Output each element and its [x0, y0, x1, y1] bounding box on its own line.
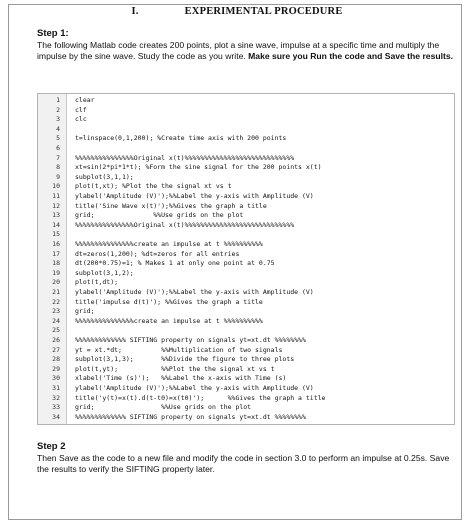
line-number: 28: [52, 355, 60, 364]
code-line: [38, 182, 454, 192]
code-line: [38, 307, 454, 317]
line-number: 33: [52, 403, 60, 412]
code-line: [38, 115, 454, 125]
code-text: plot(t,yt); %%Plot the the signal xt vs t: [75, 364, 275, 373]
code-line: [38, 298, 454, 308]
code-line: [38, 134, 454, 144]
section-number: I.: [131, 6, 139, 17]
code-line: [38, 240, 454, 250]
line-number: 12: [52, 201, 60, 210]
code-text: %%%%%%%%%%%%%%%create an impulse at t %%%%%%%%%%: [75, 240, 263, 248]
step1-description: [37, 40, 455, 62]
line-number: 14: [52, 220, 60, 229]
line-number: 2: [56, 105, 60, 114]
code-line: [38, 154, 454, 164]
line-number: 29: [52, 364, 60, 373]
code-line: [38, 403, 454, 413]
code-text: ylabel('Amplitude (V)');%%Label the y-axis with Amplitude (V): [75, 384, 314, 392]
code-line: [38, 173, 454, 183]
line-number: 15: [52, 230, 60, 239]
code-line: [38, 288, 454, 298]
code-text: %%%%%%%%%%%%%%%create an impulse at t %%%%%%%%%%: [75, 316, 263, 325]
line-number: 11: [52, 192, 60, 200]
code-text: subplot(3,1,1);: [75, 172, 134, 181]
code-text: clear: [75, 96, 95, 104]
code-line: [38, 278, 454, 288]
line-number: 26: [52, 336, 60, 344]
line-number: 23: [52, 307, 60, 316]
code-text: grid;: [75, 307, 95, 316]
line-number: 18: [52, 259, 60, 268]
step2-title: Step 2: [37, 441, 66, 452]
code-line: [38, 96, 454, 106]
code-text: plot(t,dt);: [75, 278, 119, 287]
code-line: [38, 346, 454, 356]
code-line: [38, 374, 454, 384]
code-text: subplot(3,1,2);: [75, 268, 134, 277]
code-text: title('impulse d(t)'); %%Gives the graph a title: [75, 297, 263, 306]
code-listing: [37, 93, 455, 425]
line-number: 24: [52, 316, 60, 325]
line-number: 10: [52, 182, 60, 191]
code-text: clf: [75, 105, 87, 114]
step1-bold-text: Make sure you Run the code and Save the results.: [248, 51, 454, 62]
line-number: 1: [56, 96, 60, 104]
line-number: 4: [56, 124, 60, 133]
code-text: title('y(t)=x(t).d(t-t0)=x(t0)'); %%Gives the graph a title: [75, 393, 326, 402]
code-line: [38, 336, 454, 346]
code-text: clc: [75, 115, 87, 124]
code-line: [38, 144, 454, 154]
section-title: EXPERIMENTAL PROCEDURE: [184, 6, 343, 17]
line-number: 17: [52, 249, 60, 258]
code-text: yt = xt.*dt; %%Multiplication of two signals: [75, 345, 283, 354]
line-number: 6: [56, 144, 60, 152]
code-line: [38, 365, 454, 375]
code-line: [38, 269, 454, 279]
code-text: %%%%%%%%%%%%%%%Original x(t)%%%%%%%%%%%%%%%%%%%%%%%%%%%%: [75, 153, 295, 162]
code-line: [38, 250, 454, 260]
step2-text: Then Save as the code to a new file and modify the code in section 3.0 to perform an impulse at 0.25s. Save the results to verify the SIFTING property later.: [37, 453, 450, 475]
code-line: [38, 230, 454, 240]
step1-text: The following Matlab code creates 200 points, plot a sine wave, impulse at a specific time and multiply the impulse by the sine wave. Study the code as you write.: [37, 40, 440, 62]
line-number: 20: [52, 278, 60, 287]
code-line: [38, 394, 454, 404]
code-text: dt=zeros(1,200); %dt=zeros for all entries: [75, 249, 240, 258]
code-text: ylabel('Amplitude (V)');%%Label the y-axis with Amplitude (V): [75, 288, 314, 296]
line-number: 7: [56, 153, 60, 162]
code-text: dt(200*0.75)=1; % Makes 1 at only one point at 0.75: [75, 259, 275, 268]
line-number: 19: [52, 268, 60, 277]
code-text: title('Sine Wave x(t)');%%Gives the graph a title: [75, 201, 267, 210]
code-text: %%%%%%%%%%%%%%%Original x(t)%%%%%%%%%%%%%%%%%%%%%%%%%%%%: [75, 220, 295, 229]
code-text: xlabel('Time (s)'); %%Label the x-axis with Time (s): [75, 374, 287, 383]
code-line: [38, 202, 454, 212]
code-text: xt=sin(2*pi*1*t); %Form the sine signal for the 200 points x(t): [75, 163, 322, 172]
line-number: 5: [56, 134, 60, 143]
step1-title: Step 1:: [37, 28, 69, 39]
code-line: [38, 221, 454, 231]
line-number: 30: [52, 374, 60, 383]
line-number: 16: [52, 240, 60, 248]
code-line: [38, 259, 454, 269]
line-number: 3: [56, 115, 60, 124]
line-number: 27: [52, 345, 60, 354]
line-number: 25: [52, 326, 60, 335]
line-number: 8: [56, 163, 60, 172]
code-line: [38, 355, 454, 365]
code-text: subplot(3,1,3); %%Divide the figure to three plots: [75, 355, 295, 364]
section-header: [0, 6, 474, 17]
code-line: [38, 317, 454, 327]
code-text: grid; %%Use grids on the plot: [75, 211, 244, 220]
line-number: 9: [56, 172, 60, 181]
code-text: %%%%%%%%%%%%% SIFTING property on signals yt=xt.dt %%%%%%%%: [75, 412, 306, 421]
code-line: [38, 384, 454, 394]
line-number: 13: [52, 211, 60, 220]
code-text: t=linspace(0,1,200); %Create time axis with 200 points: [75, 134, 287, 143]
code-line: [38, 106, 454, 116]
line-number: 31: [52, 384, 60, 392]
line-number: 34: [52, 412, 60, 421]
line-number: 32: [52, 393, 60, 402]
line-number: 21: [52, 288, 60, 296]
line-number: 22: [52, 297, 60, 306]
code-text: plot(t,xt); %Plot the the signal xt vs t: [75, 182, 232, 191]
code-line: [38, 192, 454, 202]
code-line: [38, 413, 454, 423]
code-line: [38, 125, 454, 135]
code-text: %%%%%%%%%%%%% SIFTING property on signals yt=xt.dt %%%%%%%%: [75, 336, 306, 344]
code-line: [38, 211, 454, 221]
code-line: [38, 163, 454, 173]
code-text: grid; %%Use grids on the plot: [75, 403, 252, 412]
code-text: ylabel('Amplitude (V)');%%Label the y-axis with Amplitude (V): [75, 192, 314, 200]
code-line: [38, 326, 454, 336]
